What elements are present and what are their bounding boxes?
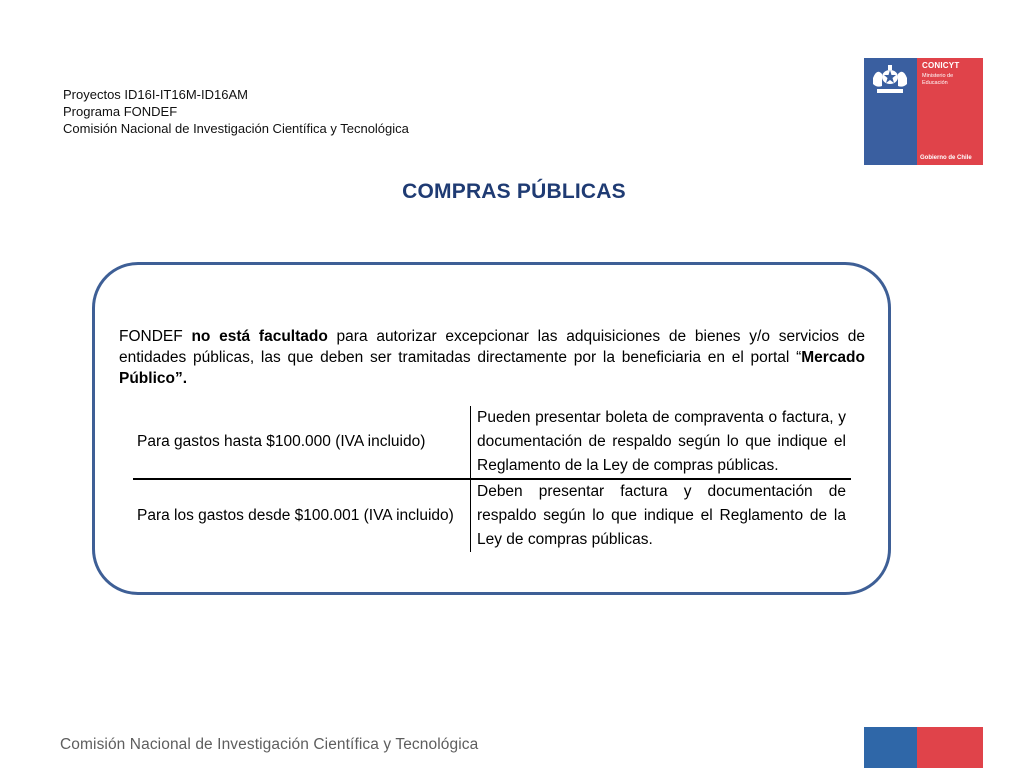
row-condition: Para gastos hasta $100.000 (IVA incluido) — [133, 406, 471, 479]
intro-emphasis-mercado-publico: Mercado Público — [119, 349, 865, 387]
logo-subtitle — [922, 73, 953, 87]
coat-of-arms-icon — [869, 64, 911, 98]
slide-header — [63, 86, 409, 137]
footer-red-block — [917, 727, 983, 768]
commission-name: Comisión Nacional de Investigación Científica y Tecnológica — [63, 121, 409, 136]
row-condition: Para los gastos desde $100.001 (IVA incluido) — [137, 507, 454, 524]
table-row — [133, 479, 851, 552]
logo-subtitle-line1: Ministerio de — [922, 73, 954, 79]
purchase-rules-table — [133, 406, 851, 552]
intro-emphasis-not-authorized: no está facultado — [191, 328, 328, 345]
logo-blue-panel — [864, 58, 917, 165]
intro-closing-quote: ”. — [174, 370, 188, 387]
footer-blue-block — [864, 727, 917, 768]
logo-government: Gobierno de Chile — [920, 155, 972, 161]
table-row — [133, 406, 851, 479]
intro-paragraph — [119, 326, 865, 389]
page-title: COMPRAS PÚBLICAS — [402, 180, 626, 203]
logo-subtitle-line2: Educación — [922, 80, 948, 86]
row-requirement: Deben presentar factura y documentación de respaldo según lo que indique el Reglamento de la Ley de compras públicas. — [471, 479, 852, 552]
logo-title: CONICYT — [922, 61, 960, 70]
row-requirement: Pueden presentar boleta de compraventa o factura, y documentación de respaldo según lo que indique el Reglamento de la Ley de compras públicas. — [471, 406, 852, 479]
program-name: Programa FONDEF — [63, 104, 178, 119]
project-codes: Proyectos ID16I-IT16M-ID16AM — [63, 87, 248, 102]
logo-red-panel — [917, 58, 983, 165]
intro-text-2: para autorizar excepcionar las adquisiciones de bienes y/o servicios de entidades públicas, las que deben ser tramitadas directamente por la beneficiaria en el portal “ — [119, 328, 865, 366]
footer-flag-bar — [864, 727, 983, 768]
footer-commission-name: Comisión Nacional de Investigación Científica y Tecnológica — [60, 736, 479, 753]
intro-text-1: FONDEF — [119, 328, 192, 345]
conicyt-logo — [864, 58, 983, 165]
